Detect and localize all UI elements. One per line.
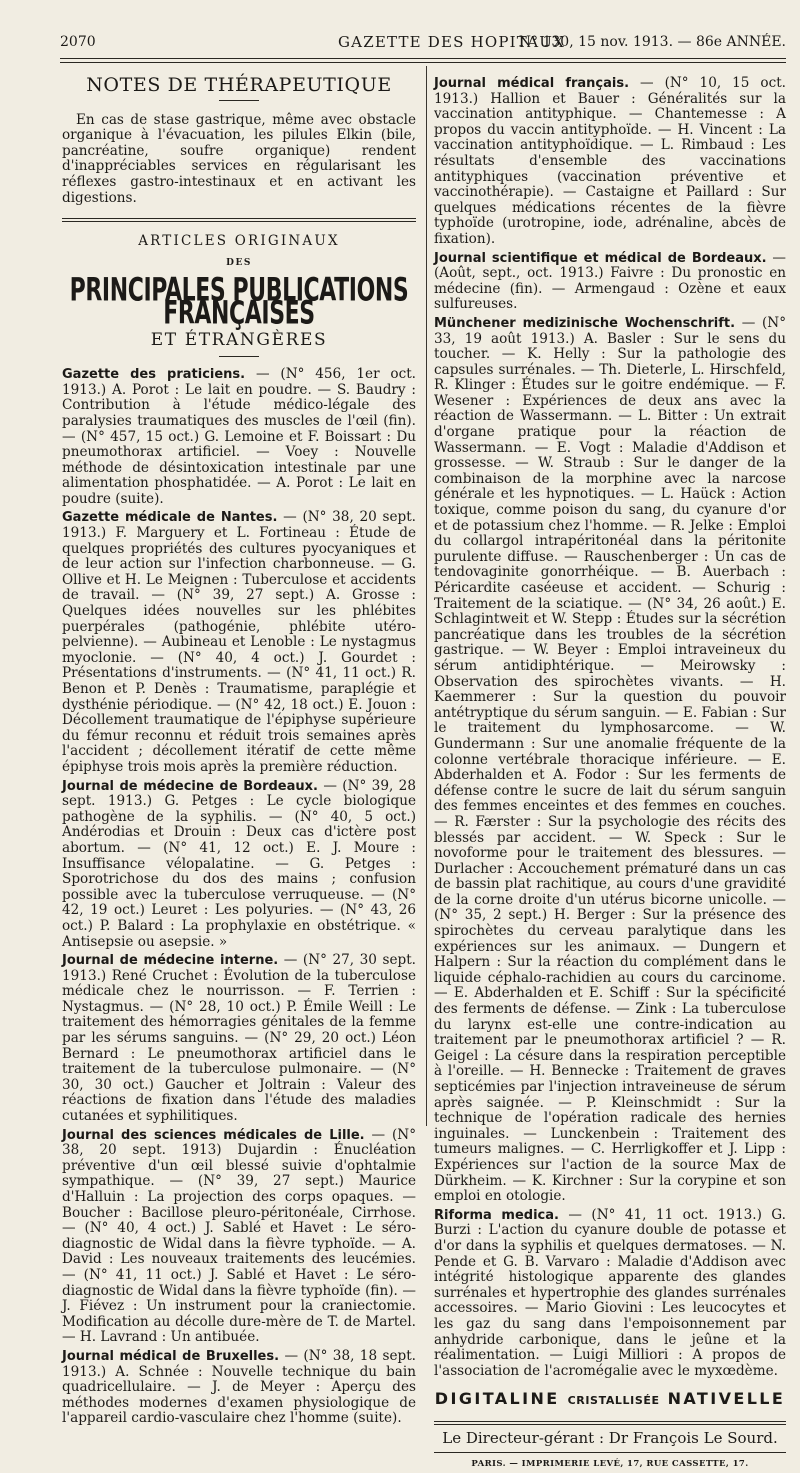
- director-line: Le Directeur-gérant : Dr François Le Sourd.: [442, 1428, 778, 1447]
- journal-name: Journal de médecine interne.: [62, 953, 279, 969]
- article-entry: [62, 779, 416, 951]
- journal-name: Riforma medica.: [434, 1207, 559, 1223]
- journal-name: Journal scientifique et médical de Bordeaux.: [434, 250, 767, 266]
- journal-name: Gazette des praticiens.: [62, 367, 246, 383]
- journal-name: Journal médical de Bruxelles.: [62, 1348, 280, 1364]
- journal-name: Münchener medizinische Wochenschrift.: [434, 315, 736, 331]
- article-entry: [434, 251, 786, 313]
- article-entry: [62, 1128, 416, 1346]
- advert-word-3: NATIVELLE: [667, 1389, 786, 1409]
- section-heading-articles: ARTICLES ORIGINAUX: [138, 233, 340, 250]
- entry-text: — (N° 10, 15 oct. 1913.) Hallion et Bauer : Généralités sur la vaccination antityphique. — Chantemesse : A propos du vaccin antityphoïde. — H. Vincent : La vaccination antityphoïdique. — L. Rimbaud : Les résultats d'ensemble des vaccinations antityphiques (vaccination préventive et vaccinothérapie). — Castaigne et Paillard : Sur quelques médications récentes de la fièvre typhoïde (urotropine, iode, adrénaline, abcès de fixation).: [434, 75, 786, 247]
- header-rule: [60, 58, 786, 59]
- entry-text: — (N° 456, 1er oct. 1913.) A. Porot : Le lait en poudre. — S. Baudry : Contribution à l'étude médico-légale des paralysies traumatiques des muscles de l'œil (fin). — (N° 457, 15 oct.) G. Lemoine et F. Boissart : Du pneumothorax artificiel. — Voey : Nouvelle méthode de désintoxication intestinale par une alimentation phosphatidée. — A. Porot : Le lait en poudre (suite).: [62, 366, 417, 507]
- issue-info: N° 130, 15 nov. 1913. — 86e ANNÉE.: [518, 34, 786, 50]
- section-rule-double: [62, 221, 416, 222]
- article-entry: [434, 316, 786, 1205]
- section-heading-etrangeres: ET ÉTRANGÈRES: [150, 329, 328, 350]
- advert-word-1: DIGITALINE: [434, 1389, 560, 1409]
- section-rule: [62, 218, 416, 219]
- advert-word-2: CRISTALLISÉE: [567, 1394, 660, 1408]
- entry-text: — (N° 38, 20 sept. 1913.) F. Marguery et L. Fortineau : Étude de quelques propriétés des cultures pyocyaniques et de leur action sur l'infection charbonneuse. — G. Ollive et H. Le Meignen : Tuberculose et accidents de travail. — (N° 39, 27 sept.) A. Grosse : Quelques idées nouvelles sur les phlébites puerpérales (pathogénie, phlébite utéro-pelvienne). — Aubineau et Lenoble : Le nystagmus myoclonie. — (N° 40, 4 oct.) J. Gourdet : Présentations d'instruments. — (N° 41, 11 oct.) R. Benon et P. Denès : Traumatisme, paraplégie et dysthénie périodique. — (N° 42, 18 oct.) E. Jouon : Décollement traumatique de l'épiphyse supérieure du fémur reconnu et réduit trois semaines après l'accident ; décollement itératif de cette même épiphyse trois mois après la première réduction.: [62, 509, 416, 775]
- section-heading-des: DES: [226, 257, 252, 268]
- entry-text: — (N° 41, 11 oct. 1913.) G. Burzi : L'action du cyanure double de potasse et d'or dans la syphilis et quelques dermatoses. — N. Pende et G. B. Varvaro : Maladie d'Addison avec intégrité histologique apparente des glandes surrénales et hypertrophie des glandes surrénales accessoires. — Mario Giovini : Les leucocytes et les gaz du sang dans l'empoisonnement par anhydride carbonique, dans le jeûne et la réalimentation. — Luigi Milliori : A propos de l'association de l'acromégalie avec le myxœdème.: [434, 1206, 786, 1379]
- header-rule-double: [60, 62, 786, 63]
- left-column: [62, 76, 416, 1430]
- entry-text: — (N° 39, 28 sept. 1913.) G. Petges : Le cycle biologique pathogène de la syphilis. — (N° 40, 5 oct.) Andérodias et Drouin : Deux cas d'ictère post abortum. — (N° 41, 12 oct.) E. J. Moure : Insuffisance vélopalatine. — G. Petges : Sporotrichose du dos des mains ; confusion possible avec la tuberculose verruqueuse. — (N° 42, 19 oct.) Leuret : Les polyuries. — (N° 43, 26 oct.) P. Balard : La prophylaxie en obstétrique. « Antisepsie ou asepsie. »: [62, 777, 416, 950]
- entry-text: — (N° 38, 18 sept. 1913.) A. Schnée : Nouvelle technique du bain quadricellulaire. — J. de Meyer : Aperçu des méthodes modernes d'examen physiologique de l'appareil cardio-vasculaire chez l'homme (suite).: [62, 1347, 417, 1427]
- notes-text: En cas de stase gastrique, même avec obstacle organique à l'évacuation, les pilules Elkin (bile, pancréatine, soufre organique) rendent d'inappréciables services en régularisant les réflexes gastro-intestinaux et en activant les digestions.: [62, 111, 416, 206]
- column-separator: [426, 66, 427, 1126]
- section-heading-principales: PRINCIPALES PUBLICATIONS FRANÇAISES: [69, 273, 409, 332]
- heading-rule: [219, 356, 259, 357]
- journal-name: Journal médical français.: [434, 76, 630, 91]
- right-entries: [434, 76, 786, 1379]
- article-entry: [62, 367, 416, 507]
- left-entries: [62, 367, 416, 1427]
- journal-title: GAZETTE DES HOPITAUX: [338, 33, 565, 51]
- article-entry: [62, 510, 416, 775]
- notes-title: NOTES DE THÉRAPEUTIQUE: [86, 74, 392, 96]
- article-entry: [62, 1349, 416, 1427]
- article-entry: [434, 76, 786, 248]
- running-header: [60, 30, 786, 54]
- journal-name: Journal de médecine de Bordeaux.: [62, 778, 318, 794]
- journal-name: Journal des sciences médicales de Lille.: [62, 1127, 365, 1143]
- entry-text: — (N° 33, 19 août 1913.) A. Basler : Sur le sens du toucher. — K. Helly : Sur la pathologie des capsules surrénales. — Th. Dieterle, L. Hirschfeld, R. Klinger : Études sur le goitre endémique. — F. Wesener : Expériences de deux ans avec la réaction de Wassermann. — L. Bitter : Un extrait d'organe pratique pour la réaction de Wassermann. — E. Vogt : Maladie d'Addison et grossesse. — W. Straub : Sur le danger de la combinaison de la morphine avec la narcose générale et les hypnotiques. — L. Haück : Action toxique, comme poison du sang, du cyanure d'or et de potassium chez l'homme. — R. Jelke : Emploi du collargol intrapéritonéal dans la péritonite purulente diffuse. — Rauschenberger : Un cas de tendovaginite gonorrhéique. — B. Auerbach : Péricardite caséeuse et accident. — Schurig : Traitement de la sciatique. — (N° 34, 26 août.) E. Schlagintweit et W. Stepp : Études sur la sécrétion pancréatique dans les troubles de la sécrétion gastrique. — W. Beyer : Emploi intraveineux du sérum antidiphtérique. — Meirowsky : Observation des spirochètes vivants. — H. Kaemmerer : Sur la question du pouvoir antétryptique du sérum sanguin. — E. Fabian : Sur le traitement du lymphosarcome. — W. Gundermann : Sur une anomalie fréquente de la colonne vertébrale thoracique inférieure. — E. Abderhalden et A. Fodor : Sur les ferments de défense contre le sucre de lait du sérum sanguin des femmes enceintes et des femmes en couches. — R. Færster : Sur la psychologie des récits des blessés par accident. — W. Speck : Sur le novoforme pour le traitement des blessures. — Durlacher : Accouchement prématuré dans un cas de bassin plat rachitique, au cours d'une gravidité de la corne droite d'un utérus bicorne unicolle. — (N° 35, 2 sept.) H. Berger : Sur la présence des spirochètes du cerveau paralytique dans les expériences sur les animaux. — Dungern et Halpern : Sur la réaction du complément dans le liquide céphalo-rachidien au cours du carcinome. — E. Abderhalden et E. Schiff : Sur la spécificité des ferments de défense. — Zink : La tuberculose du larynx est-elle une contre-indication au traitement par le pneumothorax artificiel ? — R. Geigel : La césure dans la respiration perceptible à l'oreille. — H. Bennecke : Traitement de graves septicémies par l'injection intraveineuse de sérum après saignée. — P. Kleinschmidt : Sur la technique de l'opération radicale des hernies inguinales. — Lunckenbein : Traitement des tumeurs malignes. — C. Herrligkoffer et J. Lipp : Expériences sur l'action de la source Max de Dürkheim. — K. Kirchner : Sur la corypine et son emploi en otologie.: [434, 314, 786, 1205]
- title-rule: [219, 100, 259, 101]
- printer-rule: [434, 1452, 786, 1453]
- right-column: [434, 76, 786, 1473]
- entry-text: — (N° 27, 30 sept. 1913.) René Cruchet : Évolution de la tuberculose médicale chez le nourrisson. — F. Terrien : Nystagmus. — (N° 28, 10 oct.) P. Émile Weill : Le traitement des hémorragies génitales de la femme par les sérums sanguins. — (N° 29, 20 oct.) Léon Bernard : Le pneumothorax artificiel dans le traitement de la tuberculose pulmonaire. — (N° 30, 30 oct.) Gaucher et Joltrain : Valeur des réactions de fixation dans l'étude des maladies cutanées et syphilitiques.: [62, 952, 416, 1125]
- digitaline-advert: [434, 1391, 786, 1409]
- article-entry: [62, 953, 416, 1125]
- page-number: 2070: [60, 34, 96, 50]
- footer-rule: [434, 1421, 786, 1422]
- printer-line: PARIS. — IMPRIMERIE LEVÉ, 17, RUE CASSETTE, 17.: [471, 1459, 749, 1470]
- journal-name: Gazette médicale de Nantes.: [62, 510, 278, 526]
- article-entry: [434, 1208, 786, 1380]
- entry-text: — (Août, sept., oct. 1913.) Faivre : Du pronostic en médecine (fin). — Armengaud : Ozène et eaux sulfureuses.: [434, 249, 786, 313]
- footer-rule-double: [434, 1424, 786, 1425]
- entry-text: — (N° 38, 20 sept. 1913) Dujardin : Énucléation préventive d'un œil blessé suivie d'ophtalmie sympathique. — (N° 39, 27 sept.) Maurice d'Halluin : La projection des corps opaques. — Boucher : Bacillose pleuro-péritonéale, Cirrhose. — (N° 40, 4 oct.) J. Sablé et Havet : Le séro-diagnostic de Widal dans la fièvre typhoïde. — A. David : Les nouveaux traitements des leucémies. — (N° 41, 11 oct.) J. Sablé et Havet : Le séro-diagnostic de Widal dans la fièvre typhoïde (fin). — J. Fiévez : Un instrument pour la craniectomie. Modification au décolle dure-mère de T. de Martel. — H. Lavrand : Un antibuée.: [62, 1126, 416, 1346]
